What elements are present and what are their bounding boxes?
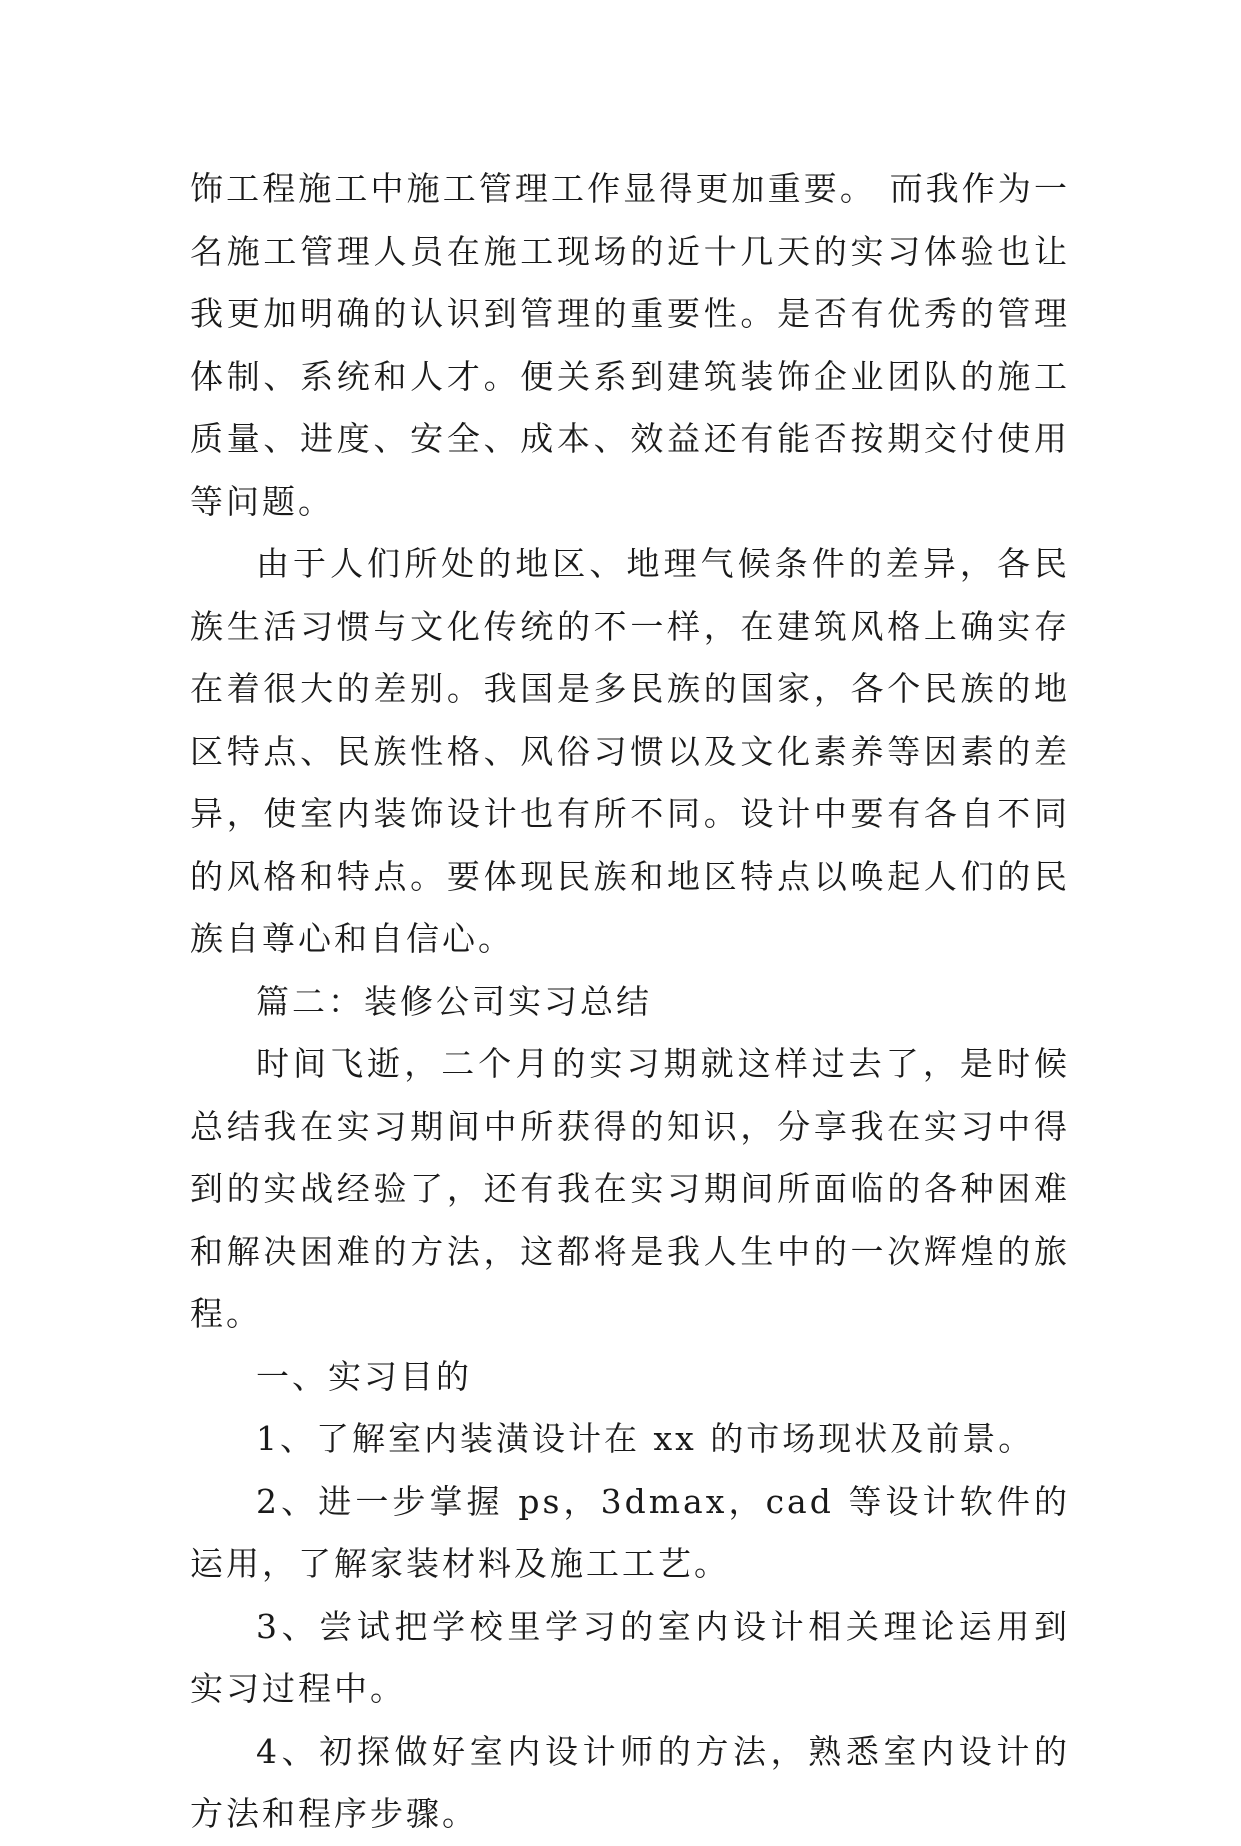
section-heading-part-two: 篇二：装修公司实习总结 — [256, 981, 652, 1021]
paragraph-internship-intro: 时间飞逝，二个月的实习期就这样过去了，是时候总结我在实习期间中所获得的知识，分享我在实习中得到的实战经验了，还有我在实习期间所面临的各种困难和解决困难的方法，这都将是我人生中的一次辉煌的旅程。 — [190, 1044, 1070, 1333]
list-item-1: 1、了解室内装潢设计在 xx 的市场现状及前景。 — [256, 1419, 1035, 1458]
subheading-internship-purpose: 一、实习目的 — [256, 1356, 472, 1396]
list-item-4: 4、初探做好室内设计师的方法，熟悉室内设计的方法和程序步骤。 — [190, 1731, 1070, 1833]
document-body — [190, 158, 1070, 1846]
paragraph-continued-management: 饰工程施工中施工管理工作显得更加重要。 而我作为一名施工管理人员在施工现场的近十几天的实习体验也让我更加明确的认识到管理的重要性。是否有优秀的管理体制、系统和人才。便关系到建筑装饰企业团队的施工质量、进度、安全、成本、效益还有能否按期交付使用等问题。 — [190, 169, 1070, 521]
list-item-3: 3、尝试把学校里学习的室内设计相关理论运用到实习过程中。 — [190, 1606, 1070, 1708]
paragraph-regional-differences: 由于人们所处的地区、地理气候条件的差异，各民族生活习惯与文化传统的不一样，在建筑风格上确实存在着很大的差别。我国是多民族的国家，各个民族的地区特点、民族性格、风俗习惯以及文化素养等因素的差异，使室内装饰设计也有所不同。设计中要有各自不同的风格和特点。要体现民族和地区特点以唤起人们的民族自尊心和自信心。 — [190, 544, 1070, 958]
list-item-2: 2、进一步掌握 ps，3dmax，cad 等设计软件的运用，了解家装材料及施工工艺。 — [190, 1481, 1070, 1583]
